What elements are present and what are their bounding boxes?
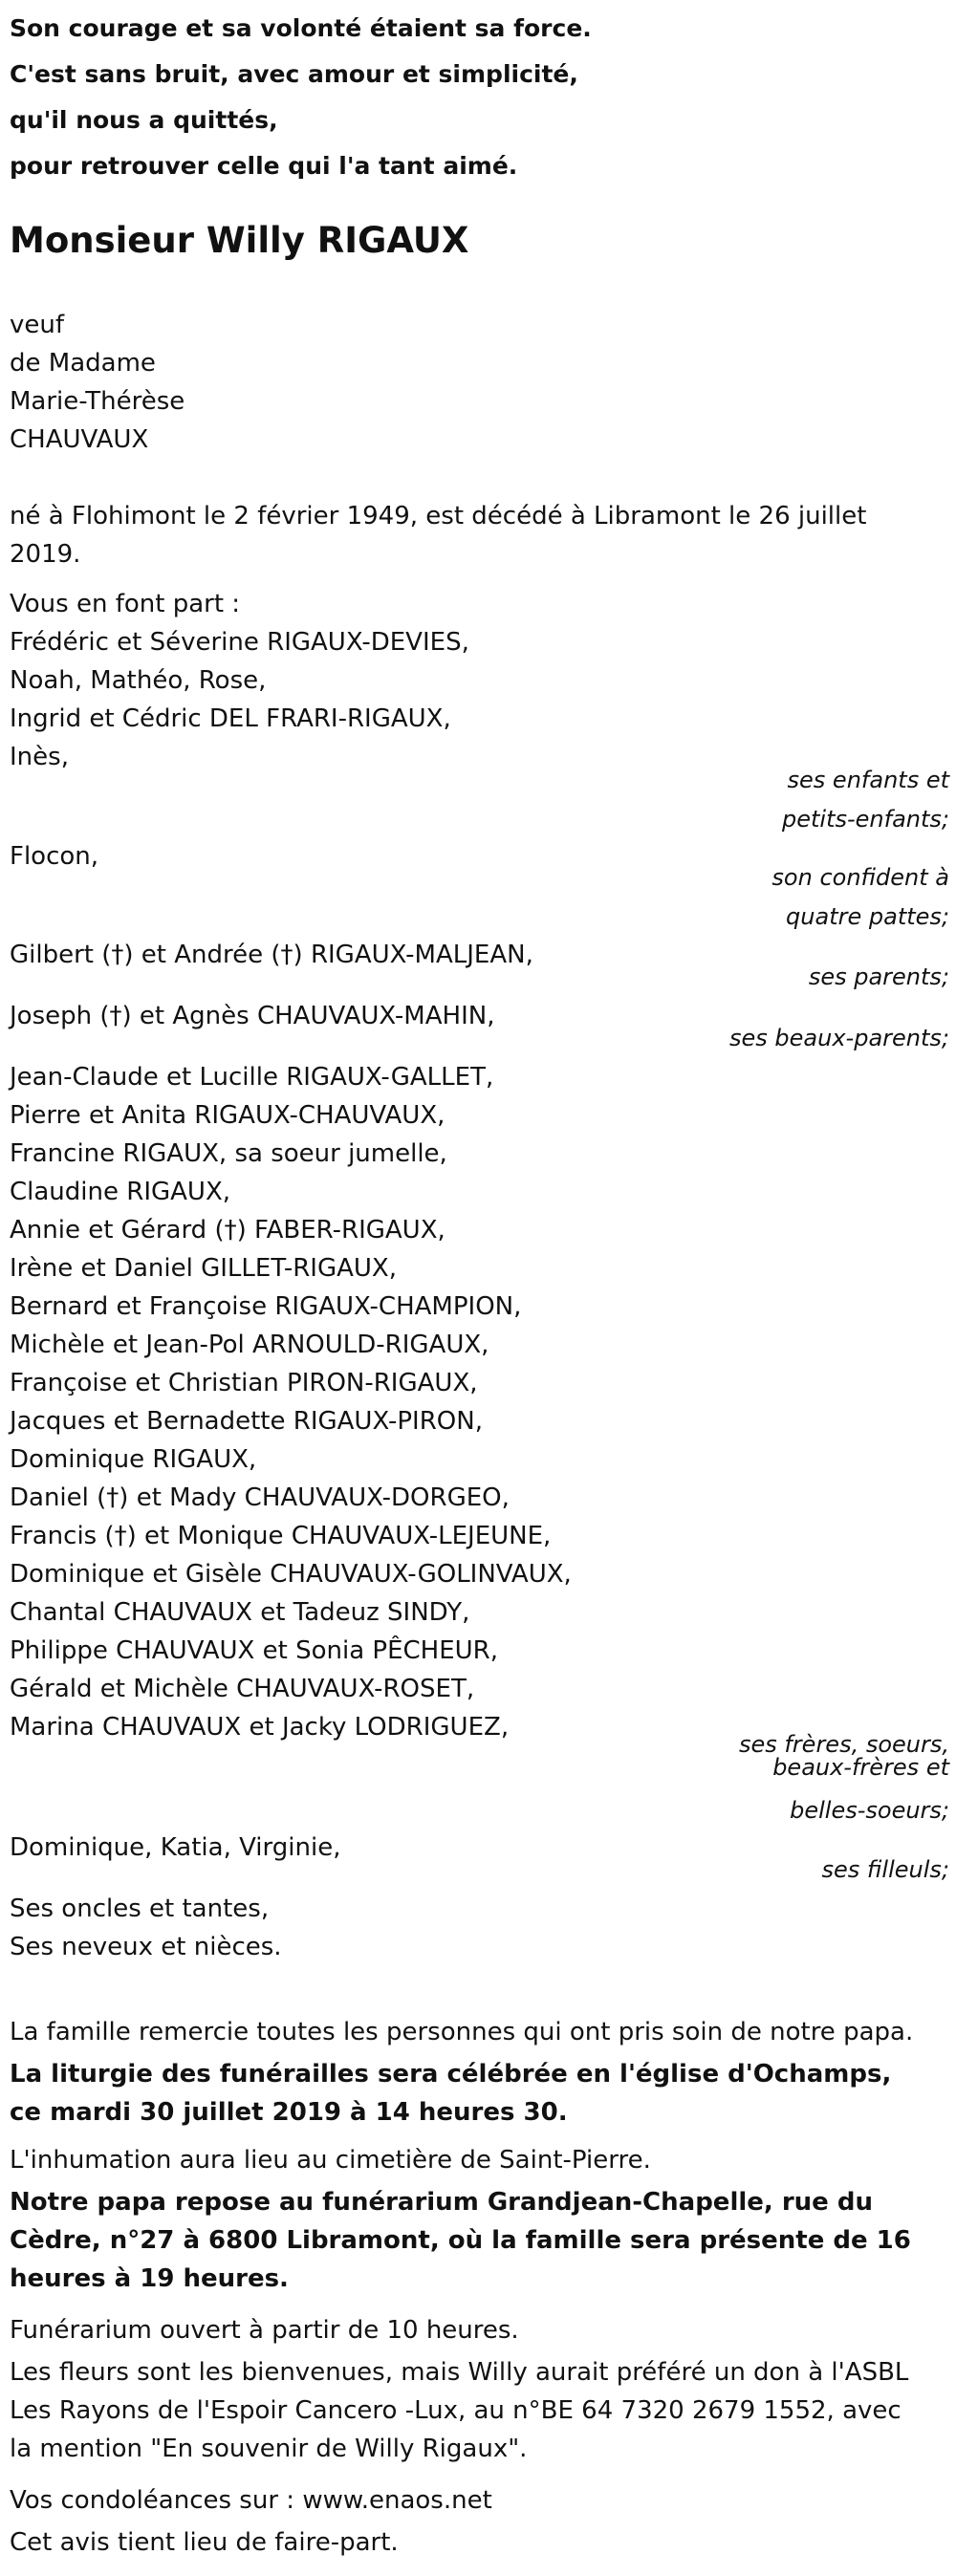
spouse-block: [10, 306, 185, 459]
family-line: Claudine RIGAUX,: [10, 1178, 231, 1206]
family-line: Flocon,: [10, 842, 99, 871]
liturgy-text: La liturgie des funérailles sera célébrée en l'église d'Ochamps, ce mardi 30 juillet 2019 à 14 heures 30.: [10, 2060, 892, 2127]
condolences-text: Vos condoléances sur : www.enaos.net: [10, 2486, 492, 2515]
family-line: Annie et Gérard (†) FABER-RIGAUX,: [10, 1216, 445, 1245]
spouse-line: de Madame: [10, 349, 156, 378]
relation-label: ses beaux-parents;: [729, 1025, 949, 1051]
spouse-line: veuf: [10, 311, 65, 339]
family-line: Ses neveux et nièces.: [10, 1933, 282, 1961]
family-line: Gilbert (†) et Andrée (†) RIGAUX-MALJEAN,: [10, 941, 533, 969]
relation-label: quatre pattes;: [786, 903, 949, 930]
spouse-line: CHAUVAUX: [10, 425, 149, 454]
relation-label: ses parents;: [808, 963, 949, 990]
family-line: Inès,: [10, 743, 69, 771]
flowers-text: Les fleurs sont les bienvenues, mais Willy aurait préféré un don à l'ASBL Les Rayons de l'Espoir Cancero -Lux, au n°BE 64 7320 2679 1552, avec la mention "En souvenir de Willy Rigaux".: [10, 2358, 909, 2463]
family-line: Dominique, Katia, Virginie,: [10, 1833, 341, 1862]
family-line: Joseph (†) et Agnès CHAUVAUX-MAHIN,: [10, 1002, 495, 1030]
thanks-text: La famille remercie toutes les personnes qui ont pris soin de notre papa.: [10, 2018, 914, 2046]
relation-label: petits-enfants;: [782, 806, 949, 833]
family-line: Dominique et Gisèle CHAUVAUX-GOLINVAUX,: [10, 1560, 572, 1589]
relation-label: son confident à: [771, 864, 949, 891]
family-line: Bernard et Françoise RIGAUX-CHAMPION,: [10, 1292, 522, 1321]
funerarium-text: Notre papa repose au funérarium Grandjean-Chapelle, rue du Cèdre, n°27 à 6800 Libramont, où la famille sera présente de 16 heures à 19 heures.: [10, 2188, 911, 2293]
family-line: Irène et Daniel GILLET-RIGAUX,: [10, 1254, 397, 1283]
family-line: Dominique RIGAUX,: [10, 1445, 257, 1474]
poem-line: Son courage et sa volonté étaient sa force.: [10, 14, 592, 42]
family-line: Frédéric et Séverine RIGAUX-DEVIES,: [10, 628, 469, 657]
family-line: Marina CHAUVAUX et Jacky LODRIGUEZ,: [10, 1713, 510, 1742]
family-line: Ingrid et Cédric DEL FRARI-RIGAUX,: [10, 704, 451, 733]
poem-line: C'est sans bruit, avec amour et simplicité,: [10, 60, 578, 88]
announce-text: Vous en font part :: [10, 590, 241, 618]
family-line: Daniel (†) et Mady CHAUVAUX-DORGEO,: [10, 1483, 510, 1512]
family-line: Jacques et Bernadette RIGAUX-PIRON,: [10, 1407, 483, 1436]
poem-line: pour retrouver celle qui l'a tant aimé.: [10, 152, 518, 180]
relation-label: ses filleuls;: [821, 1856, 949, 1883]
family-line: Pierre et Anita RIGAUX-CHAUVAUX,: [10, 1101, 445, 1130]
deceased-name: Monsieur Willy RIGAUX: [10, 220, 469, 261]
family-line: Francis (†) et Monique CHAUVAUX-LEJEUNE,: [10, 1522, 552, 1550]
relation-label: ses frères, soeurs,: [738, 1731, 949, 1758]
spouse-line: Marie-Thérèse: [10, 387, 185, 416]
relation-label: ses enfants et: [787, 767, 949, 793]
relation-label: belles-soeurs;: [790, 1797, 949, 1824]
family-line: Michèle et Jean-Pol ARNOULD-RIGAUX,: [10, 1331, 489, 1359]
birth-death-text: né à Flohimont le 2 février 1949, est décédé à Libramont le 26 juillet 2019.: [10, 502, 867, 569]
poem-line: qu'il nous a quittés,: [10, 106, 278, 134]
burial-text: L'inhumation aura lieu au cimetière de Saint-Pierre.: [10, 2146, 651, 2175]
family-line: Françoise et Christian PIRON-RIGAUX,: [10, 1369, 478, 1397]
relation-label: beaux-frères et: [772, 1754, 949, 1781]
opening-text: Funérarium ouvert à partir de 10 heures.: [10, 2316, 519, 2345]
family-line: Ses oncles et tantes,: [10, 1894, 270, 1923]
notice-text: Cet avis tient lieu de faire-part.: [10, 2528, 399, 2557]
family-line: Chantal CHAUVAUX et Tadeuz SINDY,: [10, 1598, 470, 1627]
poem: [10, 6, 592, 189]
family-line: Francine RIGAUX, sa soeur jumelle,: [10, 1139, 447, 1168]
family-line: Noah, Mathéo, Rose,: [10, 666, 267, 695]
family-line: Jean-Claude et Lucille RIGAUX-GALLET,: [10, 1063, 494, 1092]
family-line: Philippe CHAUVAUX et Sonia PÊCHEUR,: [10, 1636, 498, 1665]
family-line: Gérald et Michèle CHAUVAUX-ROSET,: [10, 1675, 475, 1703]
